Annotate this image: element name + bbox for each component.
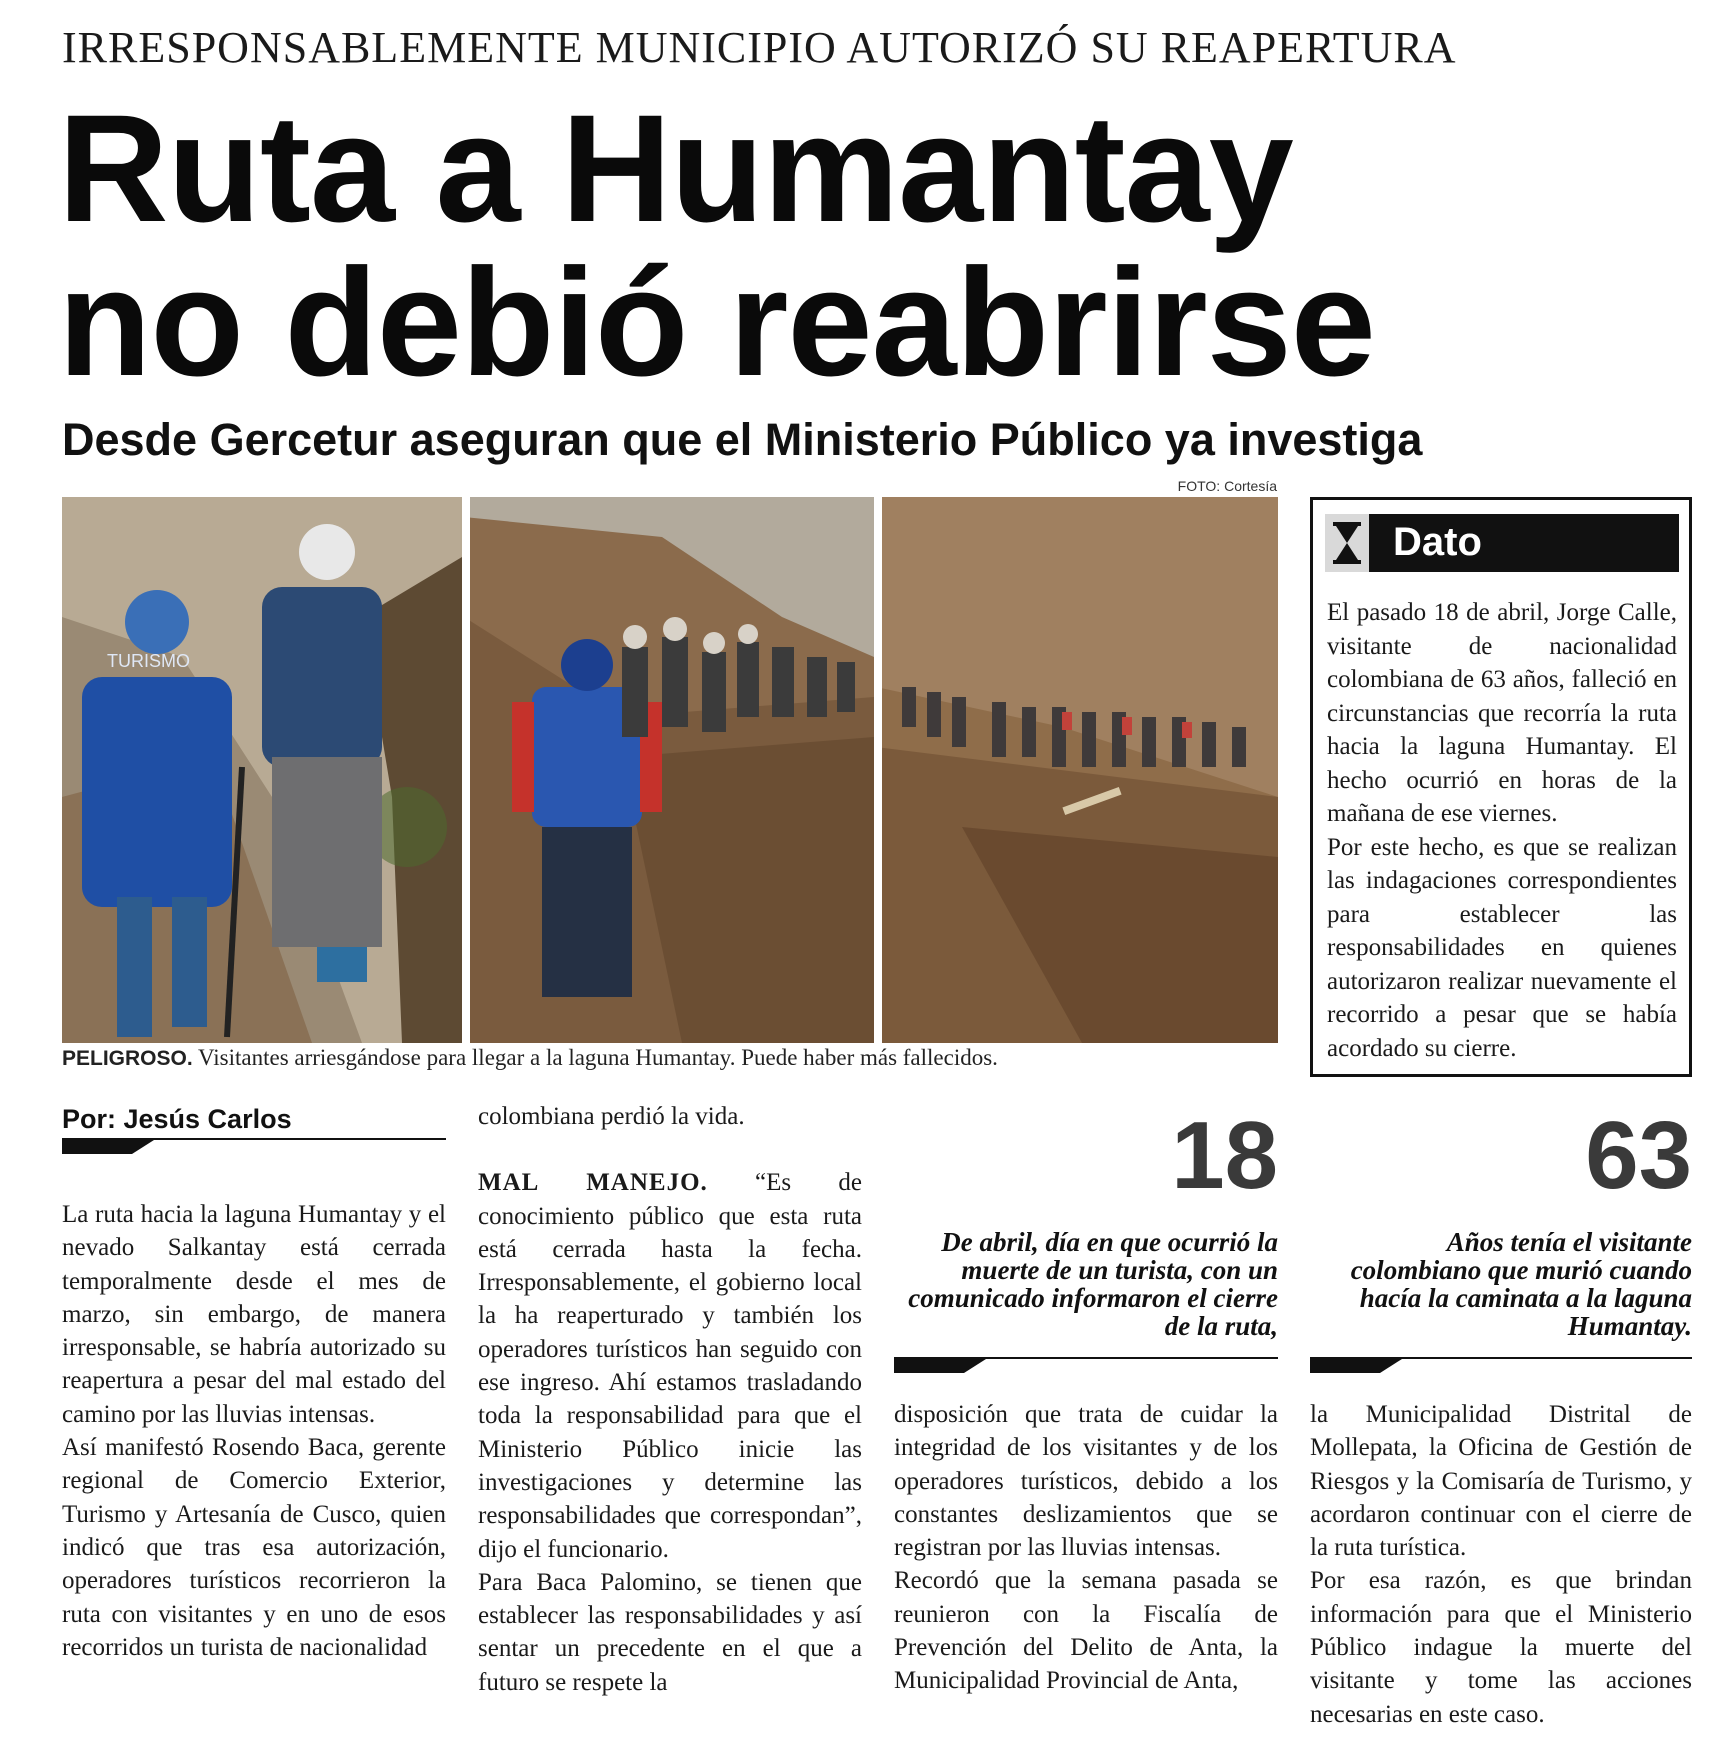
caption-lead: PELIGROSO. (62, 1047, 193, 1070)
stat-text-18: De abril, día en que ocurrió la muerte de un turista, con un comunicado informaron el cierre de la ruta, (908, 1227, 1278, 1341)
body-paragraph: disposición que trata de cuidar la integridad de los visitantes y de los operadores turísticos, debido a los constantes deslizamientos que se registran por las lluvias intensas. (894, 1401, 1278, 1562)
dato-paragraph: Por este hecho, es que se realizan las indagaciones correspondientes para establecer las responsabilidades en quienes autorizaron realizar nuevamente el recorrido a pesar que se había acordado su cierre. (1327, 833, 1677, 1062)
headline-line-1: Ruta a Humantay (58, 83, 1293, 254)
photo-caption (62, 1045, 998, 1071)
dato-title: Dato (1393, 520, 1482, 564)
section-lead: MAL MANEJO. (478, 1169, 708, 1197)
photo-panel-1 (62, 497, 462, 1043)
body-column-2 (478, 1100, 862, 1699)
photo-collage-image (62, 497, 1278, 1043)
photo-credit: FOTO: Cortesía (1177, 478, 1277, 494)
stat-text-63: Años tenía el visitante colombiano que murió cuando hacía la caminata a la laguna Humantay. (1350, 1227, 1692, 1341)
body-paragraph: Así manifestó Rosendo Baca, gerente regional de Comercio Exterior, Turismo y Artesanía de Cusco, quien indicó que tras esa autorización, operadores turísticos recorrieron la ruta con visitantes y en uno de esos recorridos un turista de nacionalidad (62, 1434, 446, 1661)
body-paragraph: Para Baca Palomino, se tienen que establecer las responsabilidades y así sentar un precedente en el que a futuro se respete la (478, 1568, 862, 1696)
body-column-1 (62, 1198, 446, 1664)
vest-label: TURISMO (107, 651, 190, 671)
byline: Por: Jesús Carlos (62, 1104, 292, 1134)
stat-number-18: 18 (1171, 1102, 1278, 1209)
dato-paragraph: El pasado 18 de abril, Jorge Calle, visitante de nacionalidad colombiana de 63 años, falleció en circunstancias que recorría la ruta hacia la laguna Humantay. El hecho ocurrió en horas de la mañana de ese viernes. (1327, 599, 1677, 827)
kicker: IRRESPONSABLEMENTE MUNICIPIO AUTORIZÓ SU REAPERTURA (62, 23, 1457, 72)
body-paragraph: la Municipalidad Distrital de Mollepata, la Oficina de Gestión de Riesgos y la Comisaría de Turismo, y acordaron continuar con el cierre de la ruta turística. (1310, 1401, 1692, 1562)
dato-text (1327, 596, 1677, 1065)
stat-accent-63 (1310, 1359, 1402, 1373)
body-paragraph: La ruta hacia la laguna Humantay y el nevado Salkantay está cerrada temporalmente desde el mes de marzo, sin embargo, de manera irresponsable, se habría autorizado su reapertura a pesar del mal estado del camino por las lluvias intensas. (62, 1201, 446, 1428)
caption-text: Visitantes arriesgándose para llegar a la laguna Humantay. Puede haber más fallecidos. (198, 1045, 998, 1070)
byline-accent (62, 1140, 154, 1154)
stat-accent-18 (894, 1359, 986, 1373)
photo-panel-2 (464, 497, 874, 1043)
headline (58, 83, 1375, 408)
dato-box (1310, 497, 1692, 1077)
hourglass-icon (1325, 514, 1369, 572)
body-paragraph: Recordó que la semana pasada se reunieron con la Fiscalía de Prevención del Delito de Anta, la Municipalidad Provincial de Anta, (894, 1567, 1278, 1695)
photo-collage (62, 497, 1278, 1043)
body-paragraph: Por esa razón, es que brindan información para que el Ministerio Público indague la muerte del visitante y tome las acciones necesarias en este caso. (1310, 1567, 1692, 1728)
body-paragraph: colombiana perdió la vida. (478, 1103, 745, 1130)
dato-header (1325, 514, 1679, 572)
body-column-3 (894, 1398, 1278, 1698)
body-column-4 (1310, 1398, 1692, 1731)
headline-line-2: no debió reabrirse (58, 237, 1375, 408)
photo-panel-3 (876, 497, 1278, 1043)
subheadline: Desde Gercetur aseguran que el Ministerio Público ya investiga (62, 414, 1423, 465)
stat-number-63: 63 (1585, 1102, 1692, 1209)
quote-text: “Es de conocimiento público que esta ruta está cerrada hasta la fecha. Irresponsablemente, el gobierno local la ha reaperturado y también los operadores turísticos han seguido con ese ingreso. Ahí estamos trasladando toda la responsabilidad para que el Ministerio Público inicie las investigaciones y determine las responsabilidades que correspondan”, dijo el funcionario. (478, 1169, 862, 1563)
body-paragraph (478, 1166, 862, 1566)
